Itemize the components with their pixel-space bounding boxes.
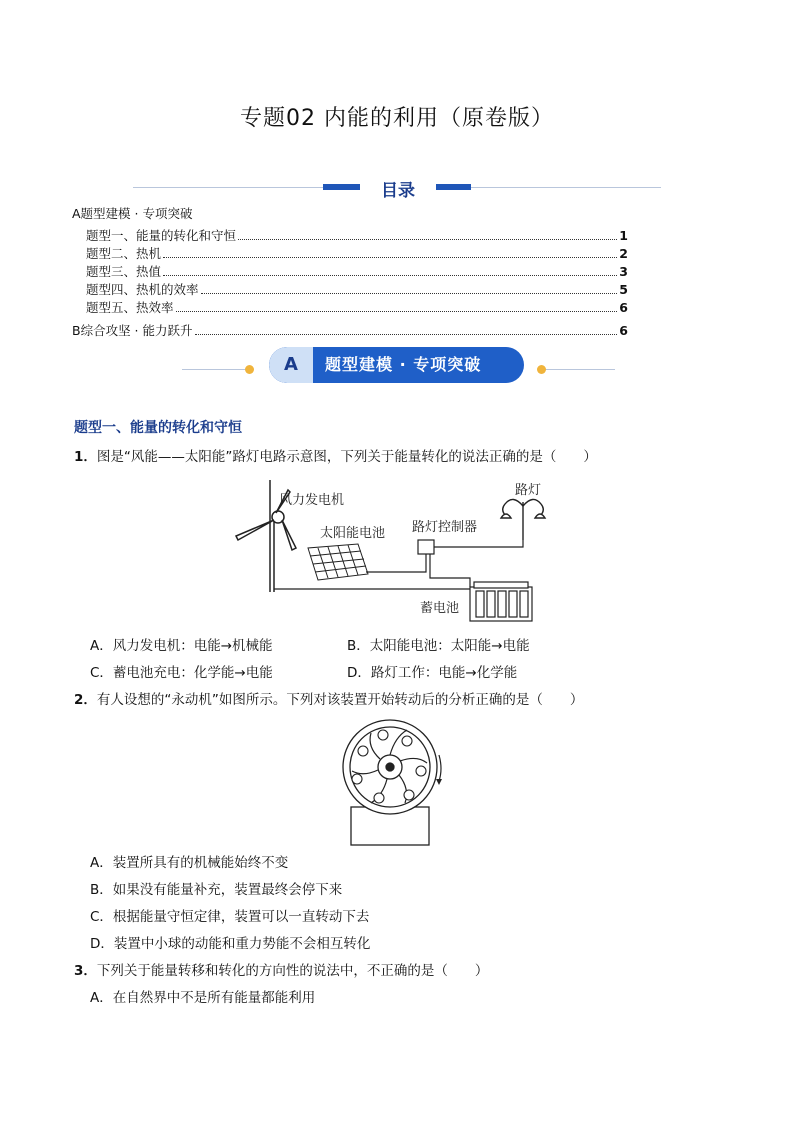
banner-letter: A bbox=[269, 347, 313, 383]
banner-line-left bbox=[182, 369, 252, 370]
banner-dot-right bbox=[537, 365, 546, 374]
toc-item[interactable]: 题型一、能量的转化和守恒 1 bbox=[86, 228, 628, 243]
solar-panel-icon bbox=[308, 544, 368, 580]
controller-label: 路灯控制器 bbox=[412, 520, 478, 535]
toc-item-b[interactable]: B综合攻坚 · 能力跃升 6 bbox=[72, 323, 628, 338]
section-title: 题型一、能量的转化和守恒 bbox=[74, 420, 242, 436]
wind-generator-label: 风力发电机 bbox=[279, 493, 345, 508]
lamp-label: 路灯 bbox=[515, 483, 542, 498]
toc-item[interactable]: 题型五、热效率 6 bbox=[86, 300, 628, 315]
banner-line-right bbox=[545, 369, 615, 370]
toc-item[interactable]: 题型三、热值 3 bbox=[86, 264, 628, 279]
street-light-circuit-figure bbox=[230, 472, 560, 622]
perpetual-motion-figure bbox=[335, 715, 445, 847]
question-1-option-d[interactable]: D．路灯工作：电能→化学能 bbox=[347, 665, 518, 681]
controller-box bbox=[418, 540, 434, 554]
rotation-arrow-icon bbox=[439, 755, 441, 781]
street-lamp-icon bbox=[501, 499, 545, 540]
question-2-option-d[interactable]: D．装置中小球的动能和重力势能不会相互转化 bbox=[90, 936, 371, 952]
question-1-option-a[interactable]: A．风力发电机：电能→机械能 bbox=[90, 638, 273, 654]
section-banner bbox=[269, 347, 524, 383]
battery-label: 蓄电池 bbox=[420, 601, 460, 616]
question-3-option-a[interactable]: A．在自然界中不是所有能量都能利用 bbox=[90, 990, 316, 1006]
question-2-option-c[interactable]: C．根据能量守恒定律，装置可以一直转动下去 bbox=[90, 909, 370, 925]
toc-item[interactable]: 题型二、热机 2 bbox=[86, 246, 628, 261]
page-title: 专题02 内能的利用（原卷版） bbox=[240, 106, 554, 131]
toc-item[interactable]: 题型四、热机的效率 5 bbox=[86, 282, 628, 297]
battery-icon bbox=[470, 582, 532, 621]
question-1-stem: 1．图是“风能——太阳能”路灯电路示意图，下列关于能量转化的说法正确的是（ ） bbox=[74, 449, 597, 465]
banner-text: 题型建模 · 专项突破 bbox=[325, 355, 482, 374]
question-2-stem: 2．有人设想的“永动机”如图所示。下列对该装置开始转动后的分析正确的是（ ） bbox=[74, 692, 584, 708]
question-1-option-b[interactable]: B．太阳能电池：太阳能→电能 bbox=[347, 638, 530, 654]
arrowhead-icon bbox=[436, 779, 442, 785]
toc-item-a[interactable]: A题型建模 · 专项突破 bbox=[72, 206, 193, 221]
question-1-option-c[interactable]: C．蓄电池充电：化学能→电能 bbox=[90, 665, 273, 681]
banner-dot-left bbox=[245, 365, 254, 374]
question-3-stem: 3．下列关于能量转移和转化的方向性的说法中，不正确的是（ ） bbox=[74, 963, 489, 979]
question-2-option-a[interactable]: A．装置所具有的机械能始终不变 bbox=[90, 855, 289, 871]
question-2-option-b[interactable]: B．如果没有能量补充，装置最终会停下来 bbox=[90, 882, 343, 898]
solar-cell-label: 太阳能电池 bbox=[320, 526, 386, 541]
toc-heading: 目录 bbox=[360, 176, 436, 201]
